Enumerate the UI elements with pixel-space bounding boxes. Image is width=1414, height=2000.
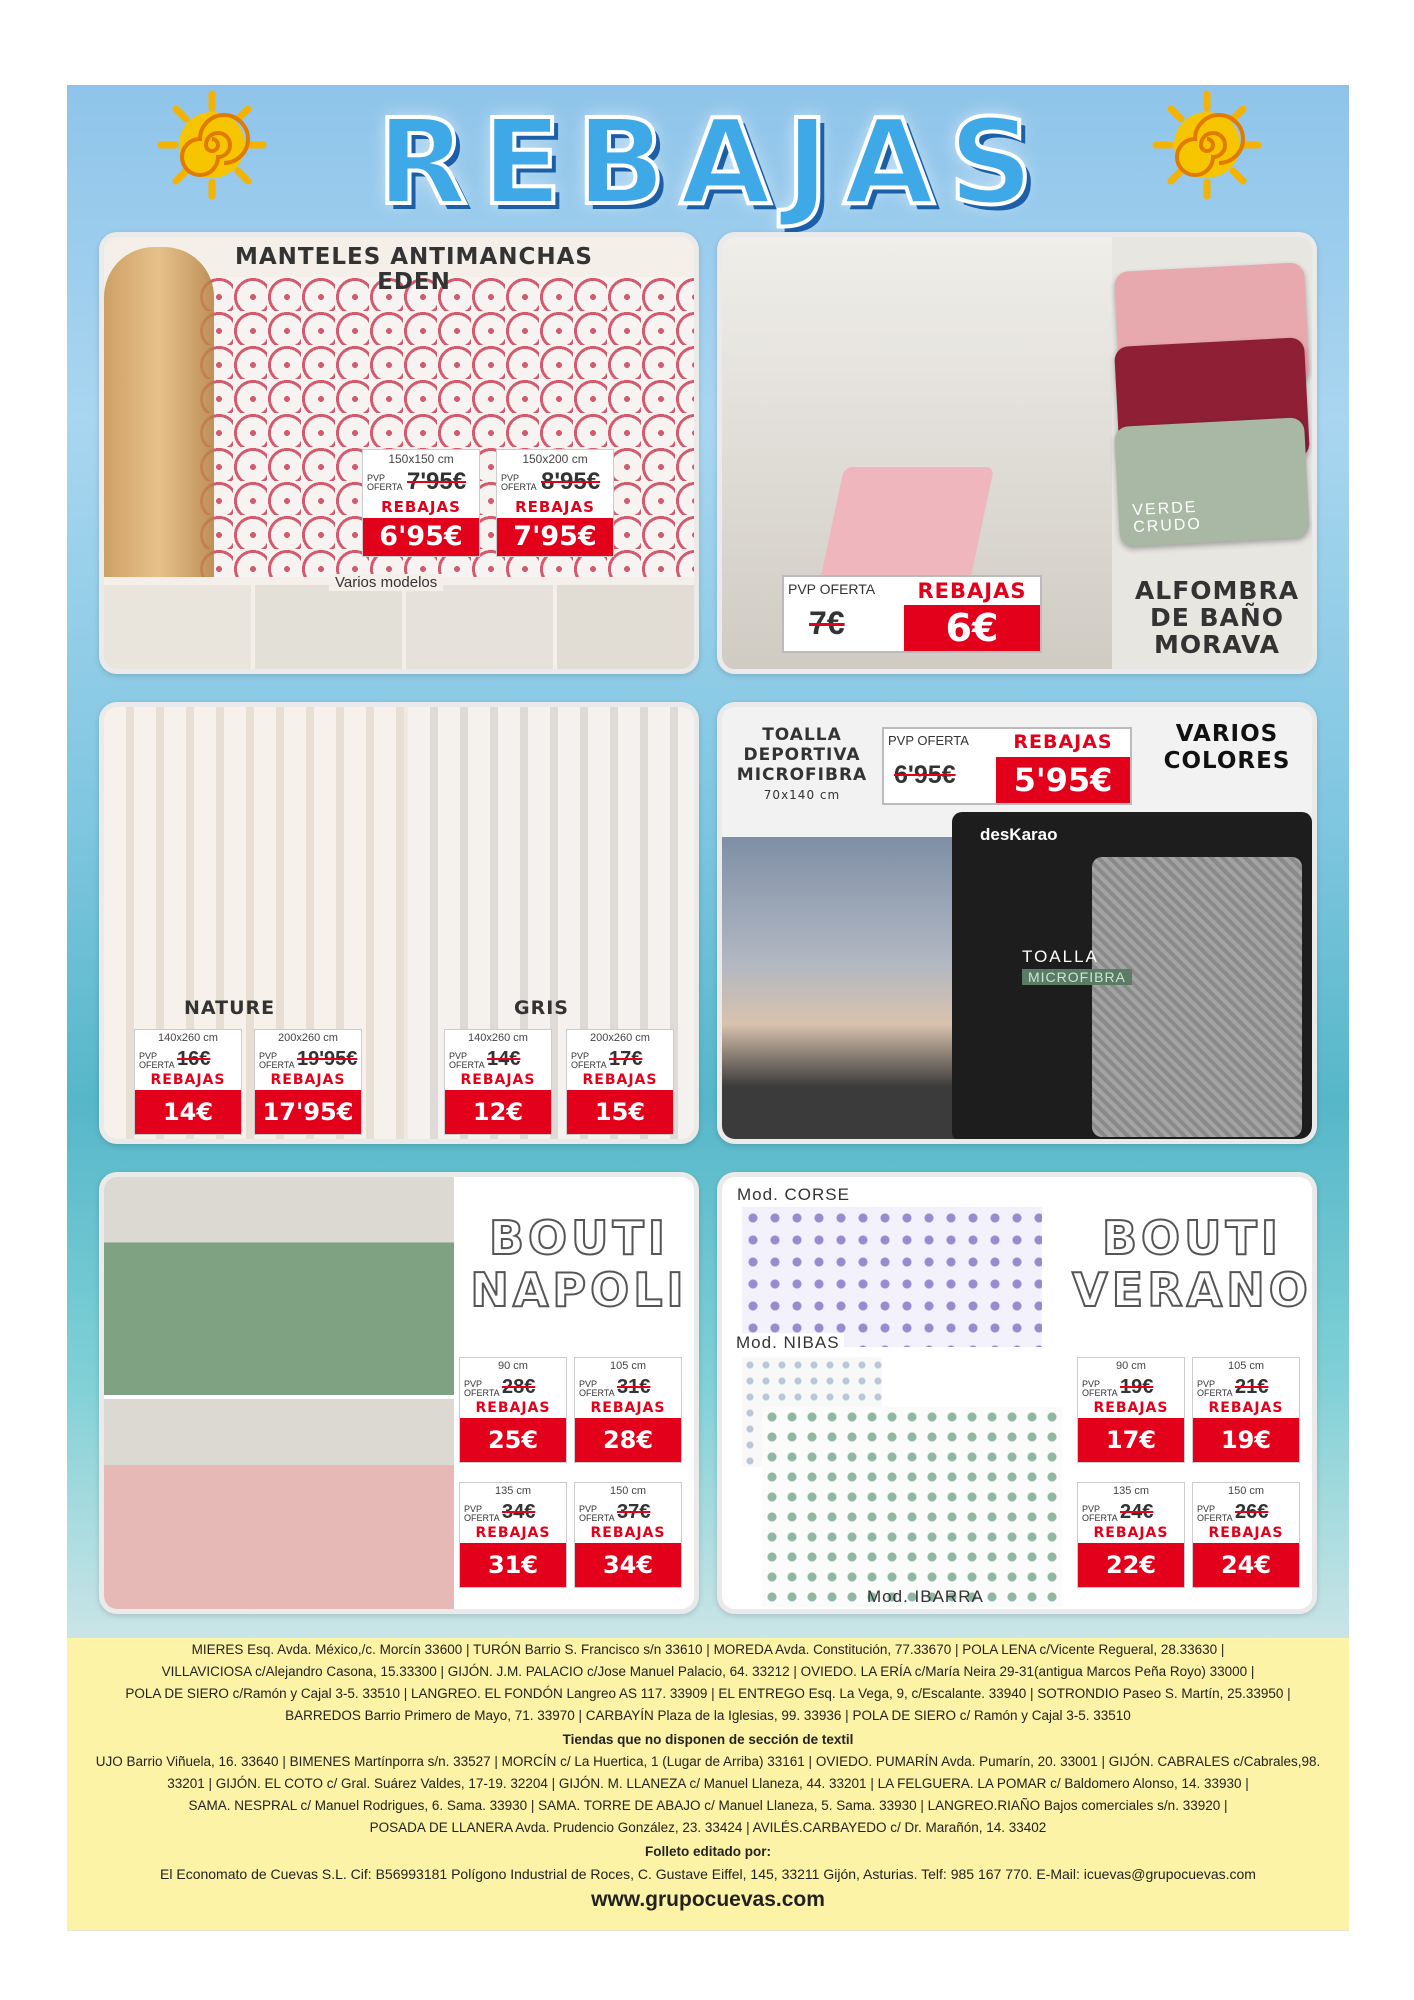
bag-label-1: TOALLA [1022, 947, 1099, 966]
alfombra-old-price: 7€ [809, 605, 845, 641]
new-price: 7'95€ [497, 518, 613, 556]
model-ibarra: Mod. IBARRA [867, 1587, 984, 1606]
new-price: 15€ [567, 1090, 673, 1134]
pvp-label: PVP [579, 1504, 598, 1514]
toalla-title [722, 725, 882, 805]
new-price: 6'95€ [363, 518, 479, 556]
size-label: 150 cm [1227, 1485, 1265, 1497]
green-bedspread-photo [104, 1177, 454, 1395]
pvp-label: PVP [464, 1504, 483, 1514]
pvp-label: PVP [1197, 1504, 1216, 1514]
mat-swatch [1114, 417, 1310, 547]
manteles-panel [99, 232, 699, 674]
sun-icon [1152, 90, 1262, 200]
new-price: 25€ [460, 1418, 566, 1462]
toalla-old-price: 6'95€ [894, 761, 956, 789]
rebajas-label: REBAJAS [1208, 1400, 1284, 1416]
new-price: 14€ [135, 1090, 241, 1134]
alfombra-price-box [782, 575, 1042, 653]
new-price: 22€ [1078, 1543, 1184, 1587]
store-line: POSADA DE LLANERA Avda. Prudencio González, 23. 33424 | AVILÉS.CARBAYEDO c/ Dr. Marañón, 14. 33402 [369, 1820, 1047, 1835]
oferta-label: OFERTA [464, 1513, 500, 1523]
price-box [459, 1357, 567, 1463]
old-price: 8'95€ [541, 468, 601, 495]
rebajas-label: REBAJAS [475, 1400, 551, 1416]
manteles-title-line1: MANTELES ANTIMANCHAS [234, 244, 593, 270]
store-line: POLA DE SIERO c/Ramón y Cajal 3-5. 33510 | LANGREO. EL FONDÓN Langreo AS 117. 33909 | EL ENTREGO Esq. La Vega, 9, c/Escalante. 33940 | SOTRONDIO Paseo S. Martín, 25.33950 | [125, 1686, 1291, 1701]
rebajas-label: REBAJAS [381, 498, 461, 516]
pvp-label: PVP [1082, 1379, 1101, 1389]
old-price: 19€ [1120, 1376, 1154, 1398]
toalla-title-line1: TOALLA [762, 725, 842, 745]
toalla-size: 70x140 cm [763, 788, 841, 802]
oferta-label: OFERTA [259, 1060, 295, 1070]
size-label: 90 cm [1116, 1360, 1146, 1372]
old-price: 26€ [1235, 1501, 1269, 1523]
ibarra-bedspread-photo [762, 1407, 1062, 1607]
toalla-pvp: PVP OFERTA [888, 733, 969, 748]
size-label: 105 cm [1227, 1360, 1265, 1372]
old-price: 24€ [1120, 1501, 1154, 1523]
napoli-title-line1: BOUTI [488, 1211, 669, 1265]
price-box [566, 1029, 674, 1135]
alfombra-rebajas: REBAJAS [917, 579, 1027, 603]
price-box [1077, 1482, 1185, 1588]
old-price: 37€ [617, 1501, 651, 1523]
varios-colores-line2: COLORES [1163, 748, 1291, 774]
oferta-label: OFERTA [579, 1388, 615, 1398]
verano-title-line1: BOUTI [1101, 1211, 1282, 1265]
old-price: 19'95€ [297, 1048, 358, 1070]
napoli-title [459, 1212, 699, 1316]
oferta-label: OFERTA [1082, 1513, 1118, 1523]
old-price: 17€ [609, 1048, 643, 1070]
old-price: 16€ [177, 1048, 211, 1070]
store-line: UJO Barrio Viñuela, 16. 33640 | BIMENES Martínporra s/n. 33527 | MORCÍN c/ La Huertica, 1 (Lugar de Arriba) 33161 | OVIEDO. PUMARÍN Avda. Pumarín, 20. 33001 | GIJÓN. CABRALES c/Cabrales,98. [95, 1754, 1321, 1769]
size-label: 150x200 cm [522, 452, 588, 466]
oferta-label: OFERTA [1197, 1513, 1233, 1523]
napoli-panel [99, 1172, 699, 1614]
price-box [362, 449, 480, 557]
price-box [134, 1029, 242, 1135]
cortinas-panel [99, 702, 699, 1144]
woman-towel-photo [722, 837, 972, 1144]
size-label: 200x260 cm [278, 1032, 338, 1044]
mat-color-label: VERDE CRUDO [1131, 498, 1203, 537]
pink-mat-photo [820, 467, 994, 582]
pvp-label: PVP [501, 473, 520, 483]
bag-label-2: MICROFIBRA [1022, 969, 1132, 985]
rebajas-label: REBAJAS [1208, 1525, 1284, 1541]
chair-photo [104, 247, 214, 577]
new-price: 12€ [445, 1090, 551, 1134]
alfombra-title-line3: MORAVA [1153, 630, 1281, 659]
toalla-panel [717, 702, 1317, 1144]
new-price: 34€ [575, 1543, 681, 1587]
pvp-label: PVP [139, 1051, 158, 1061]
pvp-label: PVP [1197, 1379, 1216, 1389]
banner-title: REBAJAS [376, 93, 1048, 231]
varios-colores-line1: VARIOS [1175, 721, 1279, 747]
alfombra-title [1117, 577, 1317, 658]
size-label: 90 cm [498, 1360, 528, 1372]
new-price: 17€ [1078, 1418, 1184, 1462]
pvp-label: PVP [259, 1051, 278, 1061]
oferta-label: OFERTA [464, 1388, 500, 1398]
verano-title [1062, 1212, 1317, 1316]
price-box [1192, 1357, 1300, 1463]
old-price: 31€ [617, 1376, 651, 1398]
old-price: 21€ [1235, 1376, 1269, 1398]
size-label: 200x260 cm [590, 1032, 650, 1044]
footer-heading: Tiendas que no disponen de sección de textil [562, 1732, 854, 1747]
rebajas-label: REBAJAS [590, 1525, 666, 1541]
price-box [1077, 1357, 1185, 1463]
toalla-title-line2: DEPORTIVA [743, 745, 861, 765]
rebajas-label: REBAJAS [150, 1072, 226, 1088]
rebajas-label: REBAJAS [590, 1400, 666, 1416]
pvp-label: PVP [571, 1051, 590, 1061]
model-corse: Mod. CORSE [737, 1185, 850, 1204]
editado-label: Folleto editado por: [645, 1844, 771, 1859]
manteles-title-line2: EDEN [377, 269, 451, 295]
oferta-label: OFERTA [501, 482, 537, 492]
size-label: 135 cm [1112, 1485, 1150, 1497]
alfombra-panel [717, 232, 1317, 674]
banner [67, 85, 1349, 235]
pvp-label: PVP [579, 1379, 598, 1389]
oferta-label: OFERTA [139, 1060, 175, 1070]
old-price: 7'95€ [407, 468, 467, 495]
size-label: 150 cm [609, 1485, 647, 1497]
old-price: 34€ [502, 1501, 536, 1523]
alfombra-new-price: 6€ [904, 605, 1040, 651]
oferta-label: OFERTA [1197, 1388, 1233, 1398]
verano-panel [717, 1172, 1317, 1614]
size-label: 140x260 cm [468, 1032, 528, 1044]
new-price: 17'95€ [255, 1090, 361, 1134]
price-box [254, 1029, 362, 1135]
new-price: 24€ [1193, 1543, 1299, 1587]
price-box [1192, 1482, 1300, 1588]
rebajas-label: REBAJAS [1093, 1525, 1169, 1541]
alfombra-title-line1: ALFOMBRA [1134, 576, 1300, 605]
brand-label: desKarao [980, 825, 1058, 844]
store-line: VILLAVICIOSA c/Alejandro Casona, 15.33300 | GIJÓN. J.M. PALACIO c/Jose Manuel Palacio, 64. 33212 | OVIEDO. LA ERÍA c/María Neira 29-31(antigua Marcos Peña Royo) 33000 | [161, 1664, 1255, 1679]
gris-label: GRIS [514, 997, 569, 1019]
size-label: 135 cm [494, 1485, 532, 1497]
footer [67, 1638, 1349, 1930]
website-link[interactable]: www.grupocuevas.com [591, 1888, 825, 1911]
price-box [444, 1029, 552, 1135]
pvp-label: PVP [1082, 1504, 1101, 1514]
rebajas-label: REBAJAS [515, 498, 595, 516]
price-box [574, 1357, 682, 1463]
old-price: 14€ [487, 1048, 521, 1070]
size-label: 150x150 cm [388, 452, 454, 466]
rebajas-label: REBAJAS [475, 1525, 551, 1541]
nature-label: NATURE [184, 997, 276, 1019]
flyer-page [67, 85, 1349, 1931]
alfombra-title-line2: DE BAÑO [1149, 603, 1285, 632]
sun-icon [157, 90, 267, 200]
store-line: SAMA. NESPRAL c/ Manuel Rodrigues, 6. Sama. 33930 | SAMA. TORRE DE ABAJO c/ Manuel Llaneza, 5. Sama. 33930 | LANGREO.RIAÑO Bajos comerciales s/n. 33920 | [188, 1798, 1228, 1813]
new-price: 19€ [1193, 1418, 1299, 1462]
oferta-label: OFERTA [449, 1060, 485, 1070]
store-line: 33201 | GIJÓN. EL COTO c/ Gral. Suárez Valdes, 17-19. 32204 | GIJÓN. M. LLANEZA c/ Manuel Llaneza, 44. 33201 | LA FELGUERA. LA POMAR c/ Baldomero Alonso, 14. 33930 | [167, 1776, 1249, 1791]
old-price: 28€ [502, 1376, 536, 1398]
price-box [574, 1482, 682, 1588]
alfombra-pvp: PVP OFERTA [788, 581, 876, 597]
pvp-label: PVP [464, 1379, 483, 1389]
manteles-title [164, 245, 664, 295]
price-box [496, 449, 614, 557]
size-label: 105 cm [609, 1360, 647, 1372]
toalla-price-box [882, 727, 1132, 805]
store-line: BARREDOS Barrio Primero de Mayo, 71. 33970 | CARBAYÍN Plaza de la Iglesias, 99. 33936 | POLA DE SIERO c/ Ramón y Cajal 3-5. 33510 [285, 1708, 1131, 1723]
oferta-label: OFERTA [1082, 1388, 1118, 1398]
price-box [459, 1482, 567, 1588]
company-line: El Economato de Cuevas S.L. Cif: B56993181 Polígono Industrial de Roces, C. Gustave Eiffel, 145, 33211 Gijón, Asturias. Telf: 985 167 770. E-Mail: icuevas@grupocuevas.com [160, 1866, 1256, 1882]
oferta-label: OFERTA [579, 1513, 615, 1523]
toalla-title-line3: MICROFIBRA [736, 765, 868, 785]
rebajas-label: REBAJAS [582, 1072, 658, 1088]
towel-fabric [1092, 857, 1302, 1137]
corse-bedspread-photo [742, 1207, 1042, 1347]
oferta-label: OFERTA [367, 482, 403, 492]
rebajas-label: REBAJAS [1093, 1400, 1169, 1416]
rebajas-label: REBAJAS [460, 1072, 536, 1088]
varios-colores [1137, 721, 1317, 775]
pvp-label: PVP [367, 473, 386, 483]
thumbnail-strip [104, 577, 699, 674]
model-nibas: Mod. NIBAS [732, 1333, 844, 1353]
new-price: 31€ [460, 1543, 566, 1587]
toalla-new-price: 5'95€ [996, 757, 1130, 803]
toalla-rebajas: REBAJAS [1013, 731, 1113, 753]
new-price: 28€ [575, 1418, 681, 1462]
napoli-title-line2: NAPOLI [470, 1263, 688, 1317]
oferta-label: OFERTA [571, 1060, 607, 1070]
verano-title-line2: VERANO [1072, 1263, 1312, 1317]
size-label: 140x260 cm [158, 1032, 218, 1044]
pvp-label: PVP [449, 1051, 468, 1061]
pink-bedspread-photo [104, 1399, 454, 1614]
rebajas-label: REBAJAS [270, 1072, 346, 1088]
varios-modelos-label: Varios modelos [329, 574, 443, 591]
store-line: MIERES Esq. Avda. México,/c. Morcín 33600 | TURÓN Barrio S. Francisco s/n 33610 | MOREDA Avda. Constitución, 77.33670 | POLA LENA c/Vicente Regueral, 28.33630 | [191, 1642, 1225, 1657]
